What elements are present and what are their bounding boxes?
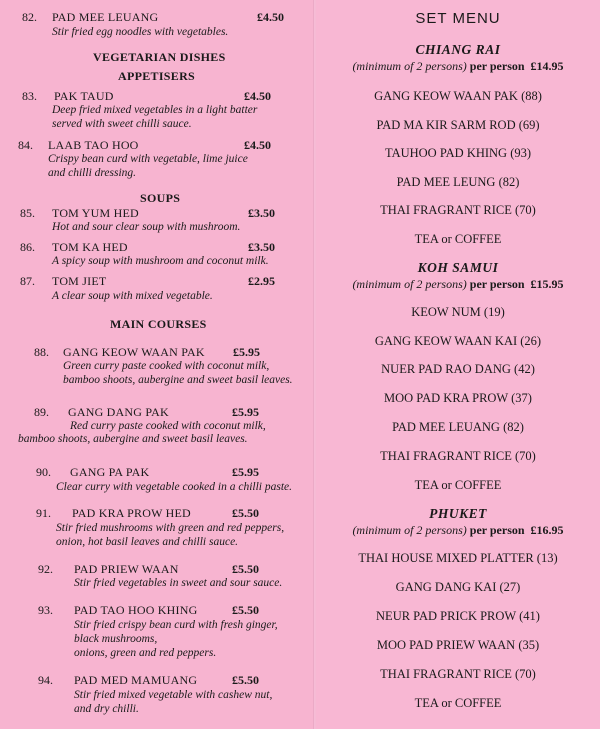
- set-menu-title: SET MENU: [415, 10, 501, 27]
- item-number: 92.: [38, 562, 53, 576]
- item-price: £5.50: [232, 603, 259, 617]
- item-name: TOM JIET: [52, 274, 107, 288]
- set-dish: TEA or COFFEE: [414, 478, 502, 492]
- item-description: Stir fried crispy bean curd with fresh ginger,: [74, 619, 278, 631]
- item-description: bamboo shoots, aubergine and sweet basil leaves.: [63, 374, 293, 386]
- heading-vegetarian: VEGETARIAN DISHES: [93, 50, 226, 64]
- set-dish: MOO PAD PRIEW WAAN (35): [376, 638, 540, 652]
- item-number: 93.: [38, 603, 53, 617]
- item-description: Crispy bean curd with vegetable, lime juice: [48, 153, 248, 165]
- item-price: £3.50: [248, 206, 275, 220]
- item-number: 89.: [34, 405, 49, 419]
- item-description: A spicy soup with mushroom and coconut milk.: [52, 255, 269, 267]
- set-dish: PAD MEE LEUNG (82): [396, 175, 520, 189]
- item-description: and dry chilli.: [74, 703, 139, 715]
- item-name: GANG DANG PAK: [68, 405, 169, 419]
- item-price: £5.50: [232, 673, 259, 687]
- set-dish: KEOW NUM (19): [411, 305, 505, 319]
- item-description: served with sweet chilli sauce.: [52, 118, 192, 130]
- item-description: and chilli dressing.: [48, 167, 137, 179]
- item-name: PAD PRIEW WAAN: [74, 562, 179, 576]
- item-price: £3.50: [248, 240, 275, 254]
- item-description: onions, green and red peppers.: [74, 647, 217, 659]
- item-name: TOM KA HED: [52, 240, 128, 254]
- set-dish: TAUHOO PAD KHING (93): [384, 146, 532, 160]
- item-number: 90.: [36, 465, 51, 479]
- item-number: 94.: [38, 673, 53, 687]
- item-description: onion, hot basil leaves and chilli sauce.: [56, 536, 239, 548]
- item-description: A clear soup with mixed vegetable.: [52, 290, 213, 302]
- set-dish: PAD MA KIR SARM ROD (69): [376, 118, 540, 132]
- item-description: Deep fried mixed vegetables in a light batter: [52, 104, 258, 116]
- item-description: Stir fried mushrooms with green and red peppers,: [56, 522, 285, 534]
- set-dish: GANG KEOW WAAN KAI (26): [374, 334, 542, 348]
- item-price: £2.95: [248, 274, 275, 288]
- set-dish: MOO PAD KRA PROW (37): [384, 391, 532, 405]
- item-price: £4.50: [244, 89, 271, 103]
- item-price: £5.50: [232, 506, 259, 520]
- item-number: 91.: [36, 506, 51, 520]
- item-description: bamboo shoots, aubergine and sweet basil leaves.: [18, 433, 248, 445]
- item-description: black mushrooms,: [74, 633, 158, 645]
- set-name: PHUKET: [429, 506, 487, 521]
- item-name: PAD TAO HOO KHING: [74, 603, 198, 617]
- item-number: 82.: [22, 10, 37, 24]
- item-name: PAD KRA PROW HED: [72, 506, 191, 520]
- item-name: GANG KEOW WAAN PAK: [63, 345, 205, 359]
- set-terms: (minimum of 2 persons) per person £16.95: [352, 523, 564, 537]
- item-description: Stir fried mixed vegetable with cashew nut,: [74, 689, 273, 701]
- set-dish: THAI HOUSE MIXED PLATTER (13): [358, 551, 558, 565]
- item-number: 87.: [20, 274, 35, 288]
- set-dish: THAI FRAGRANT RICE (70): [380, 203, 536, 217]
- set-dish: THAI FRAGRANT RICE (70): [380, 667, 536, 681]
- set-dish: NEUR PAD PRICK PROW (41): [376, 609, 540, 623]
- item-price: £5.95: [232, 405, 259, 419]
- set-terms: (minimum of 2 persons) per person £15.95: [352, 277, 564, 291]
- item-name: PAD MEE LEUANG: [52, 10, 159, 24]
- item-description: Hot and sour clear soup with mushroom.: [52, 221, 241, 233]
- item-description: Stir fried egg noodles with vegetables.: [52, 26, 229, 38]
- item-number: 83.: [22, 89, 37, 103]
- item-description: Green curry paste cooked with coconut milk,: [63, 360, 270, 372]
- item-name: TOM YUM HED: [52, 206, 139, 220]
- item-number: 85.: [20, 206, 35, 220]
- item-name: PAK TAUD: [54, 89, 114, 103]
- item-number: 88.: [34, 345, 49, 359]
- item-price: £5.50: [232, 562, 259, 576]
- item-price: £5.95: [233, 345, 260, 359]
- item-price: £4.50: [244, 138, 271, 152]
- set-dish: PAD MEE LEUANG (82): [392, 420, 524, 434]
- set-menu-page: [316, 0, 600, 729]
- heading-main-courses: MAIN COURSES: [110, 317, 207, 331]
- set-name: KOH SAMUI: [417, 260, 499, 275]
- heading-soups: SOUPS: [140, 191, 181, 205]
- item-description: Red curry paste cooked with coconut milk,: [70, 420, 266, 432]
- set-dish: TEA or COFFEE: [414, 232, 502, 246]
- item-price: £5.95: [232, 465, 259, 479]
- item-name: LAAB TAO HOO: [48, 138, 139, 152]
- item-description: Stir fried vegetables in sweet and sour sauce.: [74, 577, 283, 589]
- item-description: Clear curry with vegetable cooked in a chilli paste.: [56, 481, 293, 493]
- set-dish: TEA or COFFEE: [414, 696, 502, 710]
- heading-appetisers: APPETISERS: [118, 69, 196, 83]
- item-number: 86.: [20, 240, 35, 254]
- set-terms: (minimum of 2 persons) per person £14.95: [352, 59, 564, 73]
- set-dish: NUER PAD RAO DANG (42): [381, 362, 535, 376]
- item-name: GANG PA PAK: [70, 465, 150, 479]
- set-dish: THAI FRAGRANT RICE (70): [380, 449, 536, 463]
- set-name: CHIANG RAI: [415, 42, 501, 57]
- item-price: £4.50: [257, 10, 284, 24]
- item-name: PAD MED MAMUANG: [74, 673, 198, 687]
- item-number: 84.: [18, 138, 33, 152]
- set-dish: GANG DANG KAI (27): [395, 580, 521, 594]
- set-dish: GANG KEOW WAAN PAK (88): [374, 89, 542, 103]
